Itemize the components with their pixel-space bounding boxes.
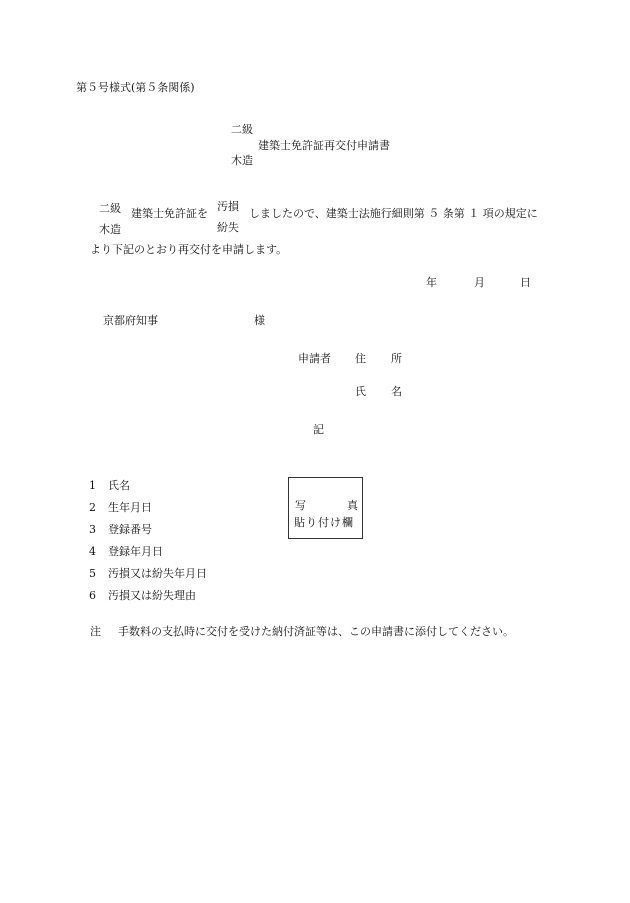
applicant-address-char-2: 所 xyxy=(391,352,402,365)
body-license-word: 建築士免許証を xyxy=(131,207,208,220)
applicant-name-char-2: 名 xyxy=(391,385,402,398)
addressee-honorific: 様 xyxy=(254,314,265,327)
item-number: 2 xyxy=(89,501,96,514)
body-reason-stack xyxy=(217,196,239,238)
ki-heading: 記 xyxy=(313,423,324,436)
addressee-name: 京都府知事 xyxy=(103,314,158,327)
item-number: 3 xyxy=(89,523,96,536)
date-month-label: 月 xyxy=(474,276,485,289)
item-label: 汚損又は紛失理由 xyxy=(108,589,196,602)
form-number-header: 第５号様式(第５条関係) xyxy=(76,81,195,94)
note-text: 手数料の支払時に交付を受けた納付済証等は、この申請書に添付してください。 xyxy=(118,625,514,638)
item-label: 登録番号 xyxy=(108,523,152,536)
applicant-name-char-1: 氏 xyxy=(355,385,366,398)
item-label: 生年月日 xyxy=(108,501,152,514)
item-number: 1 xyxy=(89,479,96,492)
note-label: 注 xyxy=(90,625,101,638)
body-grade-bottom: 木造 xyxy=(99,223,121,236)
photo-box-line-1 xyxy=(295,497,358,513)
item-label: 登録年月日 xyxy=(108,545,163,558)
item-number: 5 xyxy=(89,567,96,580)
date-day-label: 日 xyxy=(520,276,531,289)
document-title: 建築士免許証再交付申請書 xyxy=(258,139,390,152)
body-reason-bottom: 紛失 xyxy=(217,221,239,234)
item-label: 汚損又は紛失年月日 xyxy=(108,567,207,580)
date-year-label: 年 xyxy=(426,276,437,289)
title-grade-bottom: 木造 xyxy=(231,154,253,167)
body-text-line-1: しましたので、建築士法施行細則第 ５ 条第 １ 項の規定に xyxy=(249,207,538,220)
applicant-address-char-1: 住 xyxy=(355,352,366,365)
body-reason-top: 汚損 xyxy=(217,200,239,213)
item-number: 4 xyxy=(89,545,96,558)
title-grade-top: 二級 xyxy=(231,123,253,136)
photo-box xyxy=(288,477,363,539)
body-text-line-2: より下記のとおり再交付を申請します。 xyxy=(90,243,288,256)
body-grade-stack xyxy=(99,198,121,240)
item-label: 氏名 xyxy=(108,479,130,492)
photo-box-char-1: 写 xyxy=(295,499,306,512)
item-number: 6 xyxy=(89,589,96,602)
photo-box-char-2: 真 xyxy=(347,499,358,512)
applicant-label: 申請者 xyxy=(298,352,331,365)
photo-box-line-2: 貼り付け欄 xyxy=(294,516,354,529)
body-grade-top: 二級 xyxy=(99,202,121,215)
